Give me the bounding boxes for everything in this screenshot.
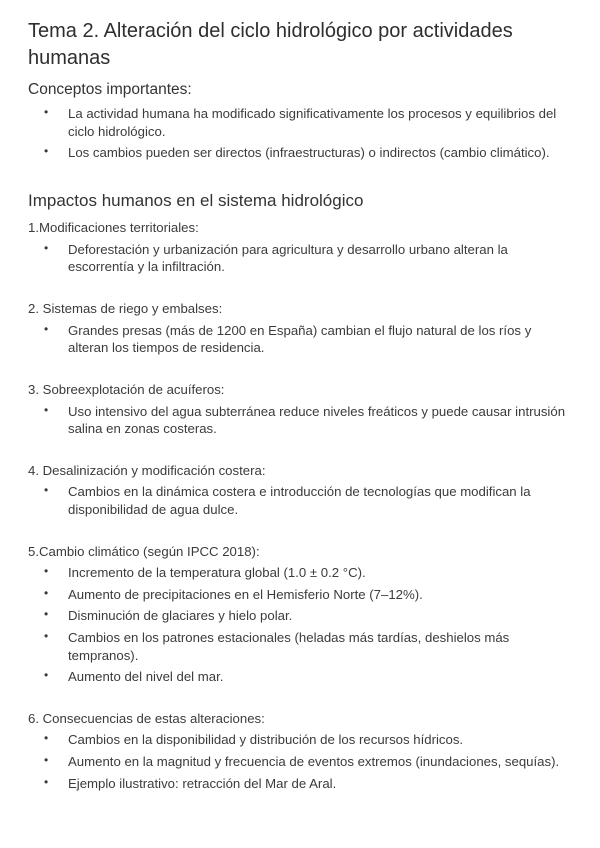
list-item: • Cambios en la disponibilidad y distribución de los recursos hídricos.	[28, 731, 572, 749]
impact-block-territorial	[28, 219, 572, 276]
block-label: 6. Consecuencias de estas alteraciones:	[28, 710, 265, 726]
list-item: • Cambios en los patrones estacionales (heladas más tardías, deshielos más tempranos).	[28, 629, 572, 664]
block-list	[28, 564, 572, 685]
impacts-heading: Impactos humanos en el sistema hidrológico	[28, 190, 364, 210]
list-item: • Aumento del nivel del mar.	[28, 668, 572, 686]
block-label: 4. Desalinización y modificación costera:	[28, 462, 266, 478]
block-list	[28, 731, 572, 792]
list-item: • Disminución de glaciares y hielo polar.	[28, 607, 572, 625]
list-item: • Uso intensivo del agua subterránea reduce niveles freáticos y puede causar intrusión salina en zonas costeras.	[28, 403, 572, 438]
block-list	[28, 403, 572, 438]
impact-block-acuiferos	[28, 381, 572, 438]
impact-block-cambio-climatico	[28, 543, 572, 686]
list-item: • Aumento en la magnitud y frecuencia de eventos extremos (inundaciones, sequías).	[28, 753, 572, 771]
list-item: • Aumento de precipitaciones en el Hemisferio Norte (7–12%).	[28, 586, 572, 604]
list-item: • La actividad humana ha modificado significativamente los procesos y equilibrios del ciclo hidrológico.	[28, 105, 572, 140]
list-item: • Incremento de la temperatura global (1.0 ± 0.2 °C).	[28, 564, 572, 582]
impact-block-desalinizacion	[28, 462, 572, 519]
block-label: 1.Modificaciones territoriales:	[28, 219, 199, 235]
block-label: 5.Cambio climático (según IPCC 2018):	[28, 543, 260, 559]
block-label: 2. Sistemas de riego y embalses:	[28, 300, 223, 316]
list-item: • Ejemplo ilustrativo: retracción del Mar de Aral.	[28, 775, 572, 793]
list-item: • Cambios en la dinámica costera e introducción de tecnologías que modifican la disponibilidad de agua dulce.	[28, 483, 572, 518]
block-label: 3. Sobreexplotación de acuíferos:	[28, 381, 225, 397]
impact-block-consecuencias	[28, 710, 572, 792]
list-item: • Deforestación y urbanización para agricultura y desarrollo urbano alteran la escorrentía y la infiltración.	[28, 241, 572, 276]
page-title: Tema 2. Alteración del ciclo hidrológico por actividades humanas	[28, 20, 513, 69]
block-list	[28, 322, 572, 357]
impact-block-riego-embalses	[28, 300, 572, 357]
block-list	[28, 483, 572, 518]
list-item: • Los cambios pueden ser directos (infraestructuras) o indirectos (cambio climático).	[28, 144, 572, 162]
list-item: • Grandes presas (más de 1200 en España) cambian el flujo natural de los ríos y alteran los tiempos de residencia.	[28, 322, 572, 357]
concepts-heading: Conceptos importantes:	[28, 81, 192, 98]
block-list	[28, 241, 572, 276]
concepts-list	[28, 105, 572, 162]
